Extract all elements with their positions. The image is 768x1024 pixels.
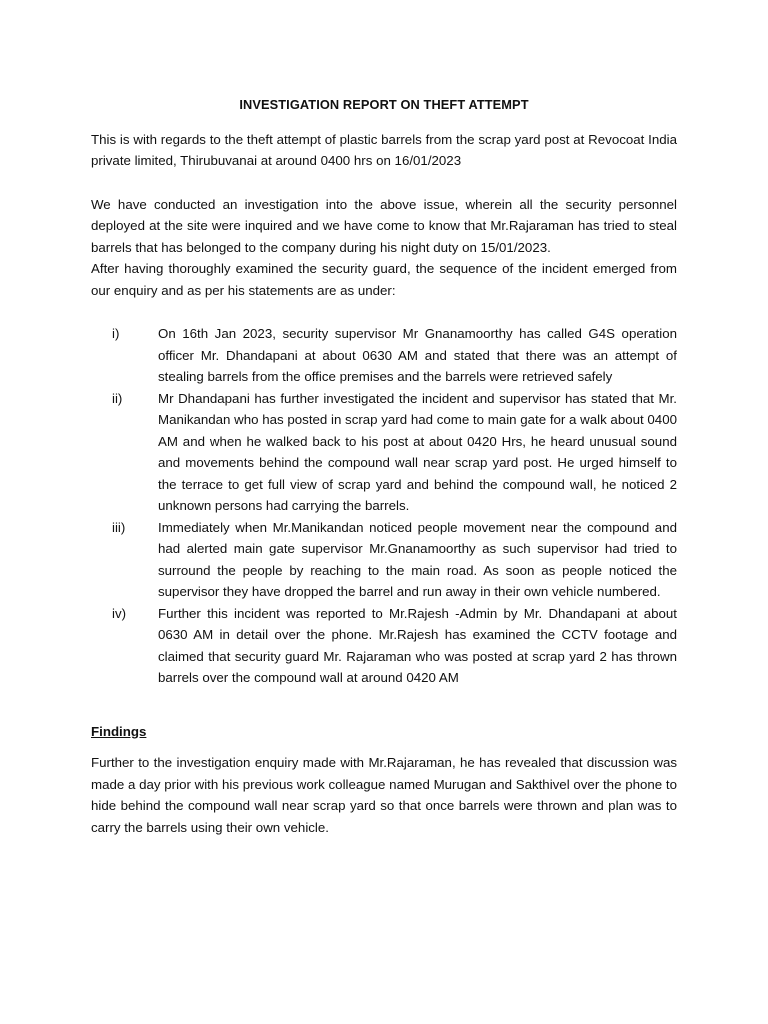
list-marker: ii) bbox=[112, 390, 123, 406]
sequence-paragraph: After having thoroughly examined the security guard, the sequence of the incident emerged from our enquiry and as per his statements are as under: bbox=[91, 261, 677, 298]
list-item-text: Mr Dhandapani has further investigated the incident and supervisor has stated that Mr. Manikandan who has posted in scrap yard had come to main gate for a walk about 0400 AM and when he walked back to his post at about 0420 Hrs, he heard unusual sound and movements behind the compound wall near scrap yard post. He urged himself to the terrace to get full view of scrap yard and behind the compound wall, he noticed 2 unknown persons had carrying the barrels. bbox=[158, 390, 677, 513]
findings-heading: Findings bbox=[91, 723, 147, 739]
list-marker: i) bbox=[112, 326, 120, 341]
list-item-text: Further this incident was reported to Mr.Rajesh -Admin by Mr. Dhandapani at about 0630 AM in detail over the phone. Mr.Rajesh has examined the CCTV footage and claimed that security guard Mr. Rajaraman who was posted at scrap yard 2 has thrown barrels over the compound wall at around 0420 AM bbox=[158, 605, 677, 685]
incident-list bbox=[91, 323, 677, 689]
list-marker: iv) bbox=[112, 605, 127, 621]
report-title: INVESTIGATION REPORT ON THEFT ATTEMPT bbox=[239, 97, 529, 112]
paragraph-spacer bbox=[91, 301, 677, 323]
investigation-paragraph: We have conducted an investigation into the above issue, wherein all the security personnel deployed at the site were inquired and we have come to know that Mr.Rajaraman has tried to steal barrels that has belonged to the company during his night duty on 15/01/2023. bbox=[91, 196, 677, 255]
list-item bbox=[91, 517, 677, 603]
list-item-text: Immediately when Mr.Manikandan noticed people movement near the compound and had alerted main gate supervisor Mr.Gnanamoorthy as such supervisor had tried to surround the people by reaching to the main road. As soon as people noticed the supervisor they have dropped the barrel and run away in their own vehicle numbered. bbox=[158, 519, 677, 599]
list-item-text: On 16th Jan 2023, security supervisor Mr Gnanamoorthy has called G4S operation officer Mr. Dhandapani at about 0630 AM and stated that there was an attempt of stealing barrels from the office premises and the barrels were retrieved safely bbox=[158, 326, 677, 384]
intro-paragraph: This is with regards to the theft attempt of plastic barrels from the scrap yard post at Revocoat India private limited, Thirubuvanai at around 0400 hrs on 16/01/2023 bbox=[91, 131, 677, 168]
paragraph-spacer bbox=[91, 172, 677, 194]
list-item bbox=[91, 323, 677, 388]
findings-paragraph: Further to the investigation enquiry made with Mr.Rajaraman, he has revealed that discussion was made a day prior with his previous work colleague named Murugan and Sakthivel over the phone to hide behind the compound wall near scrap yard so that once barrels were thrown and plan was to carry the barrels using their own vehicle. bbox=[91, 755, 677, 835]
list-marker: iii) bbox=[112, 519, 126, 535]
document-page bbox=[91, 94, 677, 838]
list-item bbox=[91, 603, 677, 689]
list-item bbox=[91, 388, 677, 517]
